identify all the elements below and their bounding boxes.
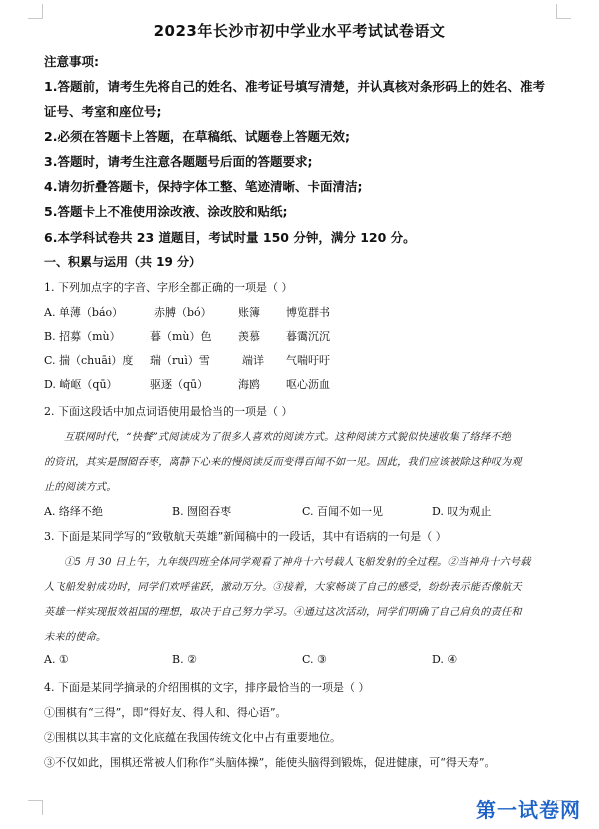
notice-item-4: 4.请勿折叠答题卡，保持字体工整、笔迹清晰、卡面清洁; [44,179,363,194]
notice-item-1b: 证号、考室和座位号; [44,104,162,119]
q3-option-b: B. ② [172,653,197,666]
q3-option-c: C. ③ [302,653,327,666]
question-4-stem: 4. 下面是某同学摘录的介绍围棋的文字，排序最恰当的一项是（ ） [44,681,370,694]
q3-passage-line-3: 英雄一样实现报效祖国的理想，取决于自己努力学习。④通过这次活动，同学们明确了自己肩负的责任和 [44,607,522,618]
crop-mark-top-right [556,4,571,19]
q3-option-a: A. ① [44,653,69,666]
exam-title: 2023年长沙市初中学业水平考试试卷语文 [153,22,446,40]
notice-item-5: 5.答题卡上不准使用涂改液、涂改胶和贴纸; [44,204,288,219]
q2-passage-line-1: 互联网时代，“快餐”式阅读成为了很多人喜欢的阅读方式。这种阅读方式貌似快速收集了络绎不绝 [64,432,512,443]
q1-option-d-2: 驱逐（qū） [150,378,209,391]
q1-option-a-2: 赤膊（bó） [154,306,212,319]
q4-sentence-2: ②围棋以其丰富的文化底蕴在我国传统文化中占有重要地位。 [44,731,341,744]
q2-option-c: C. 百闻不如一见 [302,505,384,518]
notice-item-2: 2.必须在答题卡上答题，在草稿纸、试题卷上答题无效; [44,129,350,144]
q1-option-b-1: B. 招募（mù） [44,330,121,343]
q2-option-a: A. 络绎不绝 [44,505,103,518]
notice-item-6: 6.本学科试卷共 23 道题目，考试时量 150 分钟，满分 120 分。 [44,230,416,245]
q2-passage-line-2: 的资讯，其实是囫囵吞枣，离静下心来的慢阅读反而变得百闻不如一见。因此，我们应该被除这种叹为观 [44,457,522,468]
q3-passage-line-2: 人飞船发射成功时，同学们欢呼雀跃，激动万分。③接着，大家畅谈了自己的感受，纷纷表示能否像航天 [44,582,522,593]
notice-item-1a: 1.答题前，请考生先将自己的姓名、准考证号填写清楚，并认真核对条形码上的姓名、准考 [44,79,545,94]
question-3-stem: 3. 下面是某同学写的“致敬航天英雄”新闻稿中的一段话，其中有语病的一句是（ ） [44,530,447,543]
q1-option-c-3: 端详 [242,354,264,367]
q2-passage-line-3: 止的阅读方式。 [44,482,117,493]
crop-mark-bottom-left [28,800,43,815]
q1-option-b-3: 羡慕 [238,330,260,343]
section-heading: 一、积累与运用（共 19 分） [44,255,202,269]
q1-option-a-4: 博览群书 [286,306,330,319]
notice-item-3: 3.答题时，请考生注意各题题号后面的答题要求; [44,154,313,169]
q4-sentence-3: ③不仅如此，围棋还常被人们称作“头脑体操”，能使头脑得到锻炼，促进健康，可“得天寿”。 [44,756,496,769]
q1-option-c-2: 瑞（ruì）雪 [150,354,210,367]
q1-option-c-4: 气喘吁吁 [286,354,330,367]
q4-sentence-1: ①围棋有“三得”，即“得好友、得人和、得心语”。 [44,706,287,719]
q1-option-b-4: 暮霭沉沉 [286,330,330,343]
crop-mark-top-left [28,4,43,19]
q1-option-a-1: A. 单薄（báo） [44,306,124,319]
q1-option-d-3: 海鸥 [238,378,260,391]
q1-option-a-3: 账簿 [238,306,260,319]
q2-option-d: D. 叹为观止 [432,505,492,518]
q1-option-d-1: D. 崎岖（qū） [44,378,118,391]
question-2-stem: 2. 下面这段话中加点词语使用最恰当的一项是（ ） [44,405,293,418]
notice-heading: 注意事项: [44,54,99,69]
q1-option-d-4: 呕心沥血 [286,378,330,391]
watermark-logo: 第一试卷网 [476,798,581,822]
q2-option-b: B. 囫囵吞枣 [172,505,232,518]
q3-passage-line-1: ①5 月 30 日上午，九年级四班全体同学观看了神舟十六号载人飞船发射的全过程。②当神舟十六号载 [64,557,531,568]
q1-option-b-2: 暮（mù）色 [150,330,212,343]
q1-option-c-1: C. 揣（chuāi）度 [44,354,134,367]
q3-option-d: D. ④ [432,653,458,666]
question-1-stem: 1. 下列加点字的字音、字形全都正确的一项是（ ） [44,281,293,294]
q3-passage-line-4: 未来的使命。 [44,632,107,643]
